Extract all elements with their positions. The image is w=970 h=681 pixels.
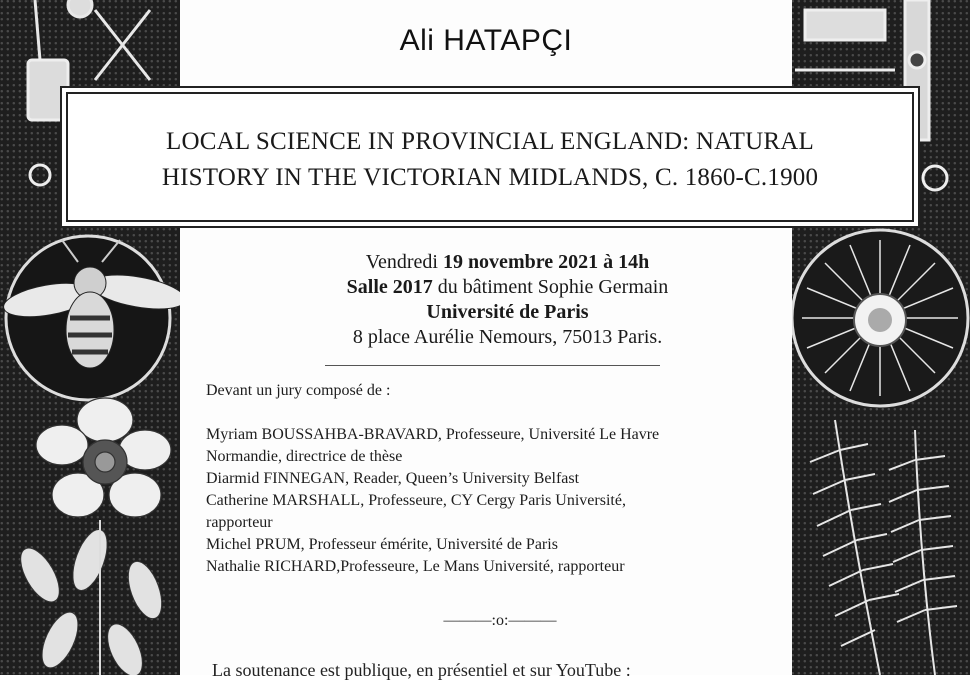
wild-rose-illustration bbox=[36, 398, 171, 517]
jury-intro: Devant un jury composé de : bbox=[206, 382, 391, 399]
date-prefix: Vendredi bbox=[365, 251, 443, 273]
event-address: 8 place Aurélie Nemours, 75013 Paris. bbox=[352, 326, 663, 348]
jury-member-line: Normandie, directrice de thèse bbox=[206, 448, 403, 465]
thesis-title bbox=[68, 124, 912, 196]
title-frame bbox=[66, 92, 914, 222]
jury-member-line: Myriam BOUSSAHBA-BRAVARD, Professeure, Université Le Havre bbox=[206, 426, 660, 443]
room-value: Salle 2017 bbox=[346, 276, 433, 298]
footer-text: La soutenance est publique, en présentiel et sur YouTube : bbox=[212, 660, 631, 680]
jury-member-line: Diarmid FINNEGAN, Reader, Queen’s University Belfast bbox=[206, 470, 580, 487]
jury-member-line: Nathalie RICHARD,Professeure, Le Mans Université, rapporteur bbox=[206, 558, 625, 575]
jury-member-line: Michel PRUM, Professeur émérite, Université de Paris bbox=[206, 536, 558, 553]
room-building: du bâtiment Sophie Germain bbox=[432, 276, 669, 298]
event-date bbox=[180, 250, 835, 275]
jury-section bbox=[206, 380, 786, 578]
jury-member-line: Catherine MARSHALL, Professeure, CY Cergy Paris Université, bbox=[206, 492, 626, 509]
university-name: Université de Paris bbox=[426, 301, 589, 323]
fern-illustration bbox=[810, 420, 957, 675]
event-university bbox=[180, 300, 835, 325]
jury-member-line: rapporteur bbox=[206, 514, 273, 531]
section-separator: ———:o:——— bbox=[443, 612, 557, 629]
thesis-title-line-2: HISTORY IN THE VICTORIAN MIDLANDS, C. 1860-C.1900 bbox=[161, 164, 819, 191]
author-name: Ali HATAPÇI bbox=[399, 24, 573, 57]
event-room bbox=[180, 275, 835, 300]
thesis-title-line-1: LOCAL SCIENCE IN PROVINCIAL ENGLAND: NATURAL bbox=[166, 128, 814, 155]
event-details bbox=[180, 250, 835, 350]
date-value: 19 novembre 2021 à 14h bbox=[442, 251, 650, 273]
divider-line bbox=[325, 365, 660, 366]
leaves-illustration bbox=[13, 520, 169, 675]
